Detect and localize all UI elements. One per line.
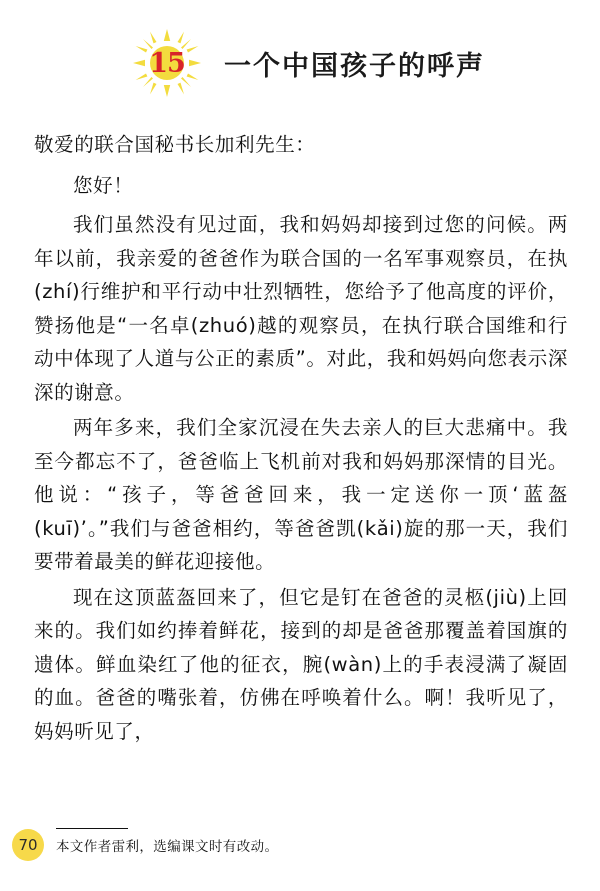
lesson-number-badge <box>132 28 202 98</box>
lesson-header <box>0 28 600 98</box>
footnote-text: 本文作者雷利，选编课文时有改动。 <box>56 839 279 855</box>
footnote-divider <box>56 828 128 829</box>
page-title: 一个中国孩子的呼声 <box>224 50 485 82</box>
salutation-line: 敬爱的联合国秘书长加利先生： <box>34 133 316 156</box>
body-paragraph-3: 现在这顶蓝盔回来了，但它是钉在爸爸的灵柩(jiù)上回来的。我们如约捧着鲜花，接到的却是爸爸那覆盖着国旗的遗体。鲜血染红了他的征衣，腕(wàn)上的手表浸满了凝固的血。爸爸的嘴张着，仿佛在呼唤着什么。啊！我听见了，妈妈听见了， <box>34 585 568 743</box>
lesson-number: 15 <box>149 47 185 79</box>
page-number: 70 <box>12 829 44 861</box>
body-paragraph-2: 两年多来，我们全家沉浸在失去亲人的巨大悲痛中。我至今都忘不了，爸爸临上飞机前对我和妈妈那深情的目光。他说：“孩子，等爸爸回来，我一定送你一顶‘蓝盔(kuī)’。”我们与爸爸相约，等爸爸凯(kǎi)旋的那一天，我们要带着最美的鲜花迎接他。 <box>34 416 568 573</box>
greeting-line: 您好！ <box>73 173 134 197</box>
body-paragraph-1: 我们虽然没有见过面，我和妈妈却接到过您的问候。两年以前，我亲爱的爸爸作为联合国的一名军事观察员，在执(zhí)行维护和平行动中壮烈牺牲，您给予了他高度的评价，赞扬他是“一名卓(zhuó)越的观察员，在执行联合国维和行动中体现了人道与公正的素质”。对此，我和妈妈向您表示深深的谢意。 <box>34 213 568 404</box>
page-footer <box>0 823 600 869</box>
lesson-body <box>34 128 568 750</box>
